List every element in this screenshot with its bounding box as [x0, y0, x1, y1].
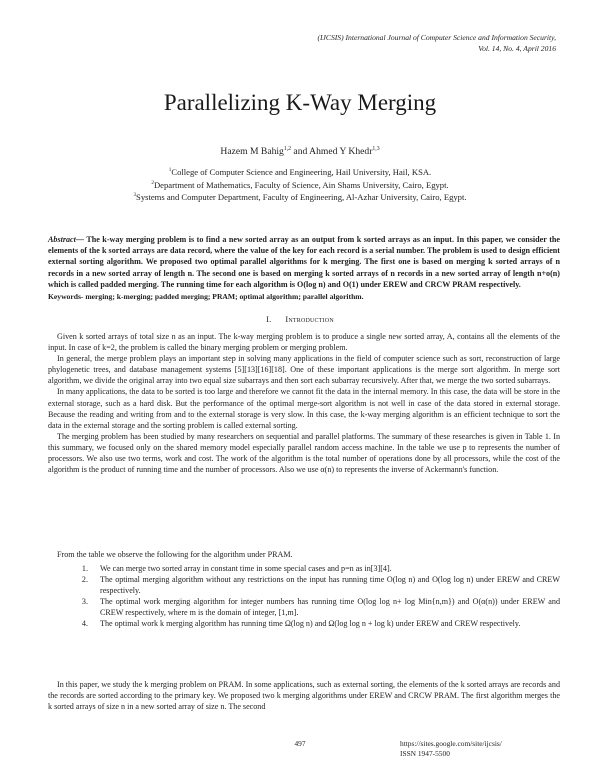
list-number: 3. [81, 597, 88, 607]
section-heading [0, 315, 600, 324]
author-line [0, 146, 600, 157]
list-number: 1. [81, 564, 88, 573]
keywords: Keywords- merging; k-merging; padded merging; PRAM; optimal algorithm; parallel algorithm. [48, 292, 364, 301]
affil-sup: 3 [133, 192, 137, 199]
affiliations [0, 166, 600, 204]
list-item [48, 574, 560, 596]
list-text: The optimal work k merging algorithm has running time Ω(log n) and Ω(log log n + log k) under EREW and CREW respectively. [100, 619, 521, 629]
abstract-label: Abstract [48, 235, 76, 244]
abstract [48, 234, 560, 290]
closing-body [48, 679, 560, 712]
list-number: 2. [81, 575, 88, 585]
footer-url[interactable]: https://sites.google.com/site/ijcsis/ [400, 739, 502, 748]
journal-volume: Vol. 14, No. 4, April 2016 [478, 43, 556, 53]
body-paragraph: The merging problem has been studied by many researchers on sequential and parallel platforms. The summary of these researches is given in Table 1. In this summary, we focused only on the shared memory model especially parallel random access machine. In the table we use p to represents the number of processors. We also use two terms, work and cost. The work of the algorithm is the total number of operations done by all processors, while the cost of the algorithm is the product of running time and the number of processors. Also we use α(n) to represents the inverse of Ackermann's function. [48, 431, 560, 475]
page-number: 497 [294, 739, 306, 748]
list-text: The optimal merging algorithm without any restrictions on the input has running time O(log n) and O(log log n) under EREW and CREW respectively. [100, 575, 560, 596]
journal-name: (IJCSIS) International Journal of Computer Science and Information Security, [317, 33, 556, 42]
observe-intro [48, 549, 560, 560]
observation-list [48, 563, 560, 630]
affil-sup: 2 [151, 179, 154, 186]
affiliation-line [0, 179, 600, 192]
list-number: 4. [81, 619, 88, 629]
list-item [48, 596, 560, 618]
journal-header [317, 33, 556, 54]
affil-sup: 1 [168, 167, 172, 174]
abstract-text: — The k-way merging problem is to find a new sorted array as an output from k sorted arrays as an input. In this paper, we consider the elements of the k sorted arrays are data record, where the value of the key for each record is a serial number. The problem is used to design efficient external sorting algorithm. We proposed two optimal parallel algorithms for k merging. The first one is based on merging k sorted arrays of n records in a new sorted array of length n. The second one is based on merging k sorted arrays of n records in a new sorted array of length n+o(n) which is called padded merging. The running time for each algorithm is O(log n) and O(1) under EREW and CRCW PRAM respectively. [48, 235, 560, 289]
body-paragraph: From the table we observe the following for the algorithm under PRAM. [57, 550, 293, 559]
affil-text: Systems and Computer Department, Faculty of Engineering, Al-Azhar University, Cairo, Egypt. [136, 192, 467, 202]
author-affil-sup: 1,3 [372, 145, 380, 152]
author-conjunction: and [291, 146, 310, 157]
list-item [48, 563, 560, 574]
author-name: Ahmed Y Khedr [309, 146, 373, 157]
body-paragraph: In general, the merge problem plays an important step in solving many applications in the field of computer science such as sort, reconstruction of large phylogenetic trees, and database management systems [5][13][16][18]. One of these important applications is the merge sort algorithm. In merge sort algorithm, we divide the original array into two equal size subarrays and then sort each subarray recursively. After that, we merge the two sorted subarrays. [48, 354, 560, 386]
paper-title: Parallelizing K-Way Merging [163, 90, 437, 115]
body-paragraph: Given k sorted arrays of total size n as an input. The k-way merging problem is to produce a single new sorted array, A, contains all the elements of the input. In case of k=2, the problem is called the binary merging problem or merging problem. [48, 332, 560, 353]
affil-text: Department of Mathematics, Faculty of Science, Ain Shams University, Cairo, Egypt. [153, 179, 449, 190]
affil-text: College of Computer Science and Engineering, Hail University, Hail, KSA. [171, 167, 432, 177]
body-paragraph: In many applications, the data to be sorted is too large and therefore we cannot fit the data in the internal memory. In this case, the data will be store in the external storage, such as a hard disk. But the performance of the optimal merge-sort algorithm is not well in case of the data stored in external storage. Because the reading and writing from and to the external storage is very slow. In this case, the k-way merging algorithm is an efficient technique to sort the data in the external storage and the sorting problem is called external sorting. [48, 387, 560, 430]
list-item [48, 618, 560, 629]
list-text: The optimal work merging algorithm for integer numbers has running time O(log log n+ log Min{n,m}) and O(α(n)) under EREW and CREW respectively, where m is the domain of integer, [1,m]. [100, 597, 560, 618]
section-title: Introduction [285, 315, 334, 324]
affiliation-line [0, 191, 600, 204]
author-name: Hazem M Bahig [220, 146, 284, 157]
list-text: We can merge two sorted array in constant time in some special cases and p=n as in[3][4]. [100, 564, 392, 573]
footer-issn: ISSN 1947-5500 [400, 749, 450, 758]
section-number: I. [266, 315, 272, 324]
intro-body [48, 331, 560, 475]
affiliation-line [0, 166, 600, 179]
body-paragraph: In this paper, we study the k merging problem on PRAM. In some applications, such as external sorting, the elements of the k sorted arrays are records and the records are sorted according to the primary key. We proposed two k merging algorithms under EREW and CRCW PRAM. The first algorithm merges the k sorted arrays of size n in a new sorted array of size n. The second [48, 680, 560, 712]
author-affil-sup: 1,2 [283, 145, 292, 152]
